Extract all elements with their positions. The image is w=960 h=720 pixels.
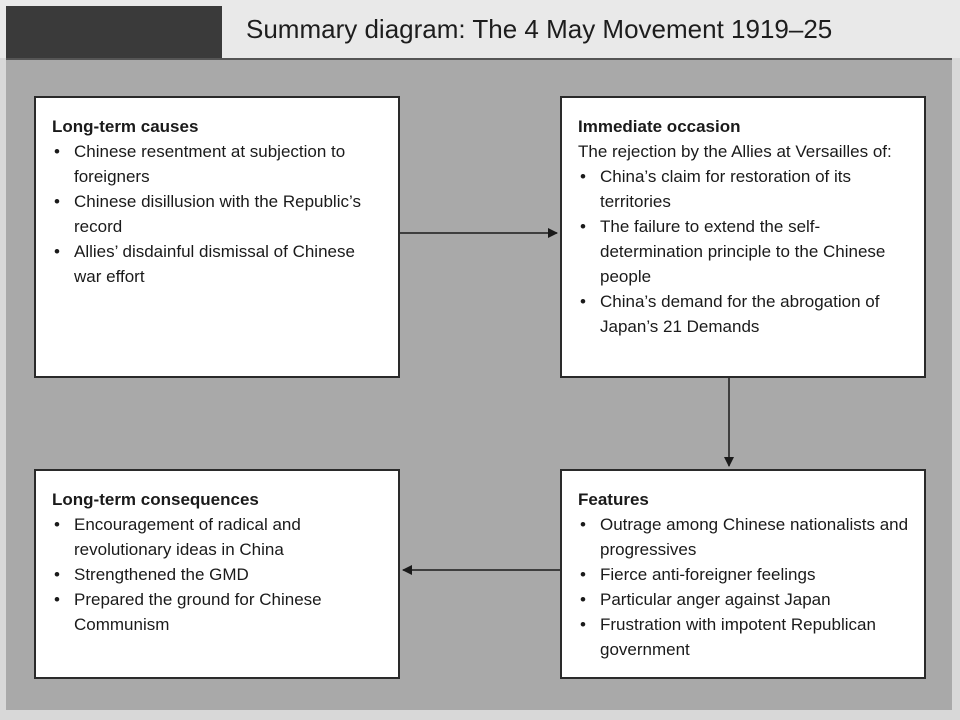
list-item: • China’s claim for restoration of its territories: [578, 164, 910, 214]
features-list: [578, 512, 910, 662]
list-item: • Chinese resentment at subjection to foreigners: [52, 139, 384, 189]
features-heading: Features: [578, 490, 649, 509]
list-item: • Particular anger against Japan: [578, 587, 910, 612]
long-term-causes-heading: Long-term causes: [52, 117, 199, 136]
immediate-occasion-heading: Immediate occasion: [578, 117, 741, 136]
list-item: • Outrage among Chinese nationalists and progressives: [578, 512, 910, 562]
long-term-consequences-list: [52, 512, 384, 637]
list-item: • China’s demand for the abrogation of Japan’s 21 Demands: [578, 289, 910, 339]
list-item: • Encouragement of radical and revolutionary ideas in China: [52, 512, 384, 562]
long-term-consequences-box: [34, 469, 400, 679]
list-item: • Allies’ disdainful dismissal of Chinese war effort: [52, 239, 384, 289]
list-item: • The failure to extend the self-determination principle to the Chinese people: [578, 214, 910, 289]
long-term-causes-list: [52, 139, 384, 289]
list-item: • Frustration with impotent Republican government: [578, 612, 910, 662]
immediate-occasion-box: [560, 96, 926, 378]
immediate-occasion-list: [578, 164, 910, 339]
page-title: Summary diagram: The 4 May Movement 1919–25: [246, 14, 833, 44]
list-item: • Fierce anti-foreigner feelings: [578, 562, 910, 587]
list-item: • Prepared the ground for Chinese Communism: [52, 587, 384, 637]
list-item: • Strengthened the GMD: [52, 562, 384, 587]
long-term-consequences-heading: Long-term consequences: [52, 490, 259, 509]
list-item: • Chinese disillusion with the Republic’s record: [52, 189, 384, 239]
long-term-causes-box: [34, 96, 400, 378]
immediate-occasion-intro: The rejection by the Allies at Versailles of:: [578, 142, 892, 161]
features-box: [560, 469, 926, 679]
